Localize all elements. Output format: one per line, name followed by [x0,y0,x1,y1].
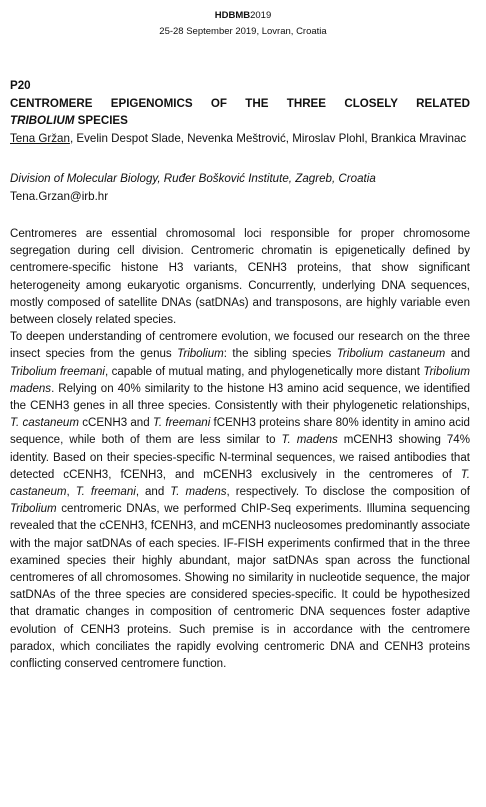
species-name: Tribolium [177,348,224,361]
conference-name [0,10,486,21]
paragraph-1: Centromeres are essential chromosomal loci responsible for proper chromosome segregation during cell division. Centromeric chromatin is epigenetically defined by centromere-specific histone H3 variants, CENH3 proteins, that show significant heterogeneity among eukaryotic organisms. Concurrently, underlying DNA sequences, mostly composed of satellite DNAs (satDNAs) and transposons, are highly variable even between closely related species. [10,228,470,327]
abstract-body [10,226,470,673]
text-run: , respectively. To disclose the composition of [226,486,470,499]
other-authors: , Evelin Despot Slade, Nevenka Meštrović, Miroslav Plohl, Brankica Mravinac [69,132,467,145]
text-run: mCENH3 showing 74% identity. Based on their species-specific N-terminal sequences, we raised antibodies that detected cCENH3, fCENH3, and mCENH3 exclusively in the centromeres of [10,434,470,481]
presenting-author: Tena Gržan [10,132,70,145]
text-run: To deepen understanding of centromere evolution, we focused our research on the three insect species from the genus [10,331,470,361]
text-run: centromeric DNAs, we performed ChIP-Seq experiments. Illumina sequencing revealed that the cCENH3, fCENH3, and mCENH3 nucleosomes predominantly associate with the major satDNAs of each species. IF-FISH experiments confirmed that in the three examined species their highly abundant, major satDNAs span across the functional centromeres of all chromosomes. Showing no similarity in nucleotide sequence, the major satDNAs of the three species are considered species-specific. It could be hypothesized that dramatic changes in composition of centromeric DNA sequences foster adaptive evolution of CENH3 proteins. Such premise is in accordance with the centromere paradox, which conciliates the rapidly evolving centromeric DNA and CENH3 proteins conflicting conserved centromere function. [10,503,470,671]
author-list [10,130,470,147]
text-run: and [445,348,470,361]
conference-dates-place: 25-28 September 2019, Lovran, Croatia [159,26,327,37]
species-name: Tribolium castaneum [336,348,446,361]
species-name: T. castaneum [10,417,79,430]
species-name: Tribolium [10,503,57,516]
abstract-title-line1: CENTROMERE EPIGENOMICS OF THE THREE CLOSELY RELATED [10,97,470,110]
text-run: , capable of mutual mating, and phylogenetically more distant [104,365,424,378]
affiliation: Division of Molecular Biology, Ruđer Bošković Institute, Zagreb, Croatia [10,172,376,185]
paragraph-2 [10,329,470,673]
species-name: Tribolium freemani [10,365,105,378]
contact-email: Tena.Grzan@irb.hr [10,190,109,203]
text-run: fCENH3 proteins share 80% identity in amino acid sequence, while both of them are less similar to [10,417,470,447]
text-run: cCENH3 and [78,417,153,430]
species-name: T. freemani [152,417,211,430]
text-run: : the sibling species [223,348,337,361]
text-run: . Relying on 40% similarity to the histone H3 amino acid sequence, we identified the CENH3 genes in all three species. Consistently with their phylogenetic relationships, [10,382,470,413]
abstract-id: P20 [10,79,31,92]
title-rest: SPECIES [74,114,128,127]
species-name: T. madens [170,486,227,499]
species-name: T. madens [281,434,338,447]
conference-acronym: HDBMB [214,10,251,21]
species-name: Tribolium madens [10,365,470,395]
species-name: T. freemani [75,486,136,499]
abstract-title-line2 [10,112,470,129]
conference-year: 2019 [250,10,272,21]
text-run: , [66,486,76,499]
species-name: T. castaneum [10,468,470,499]
text-run: , and [135,486,171,499]
title-genus: TRIBOLIUM [10,114,75,127]
